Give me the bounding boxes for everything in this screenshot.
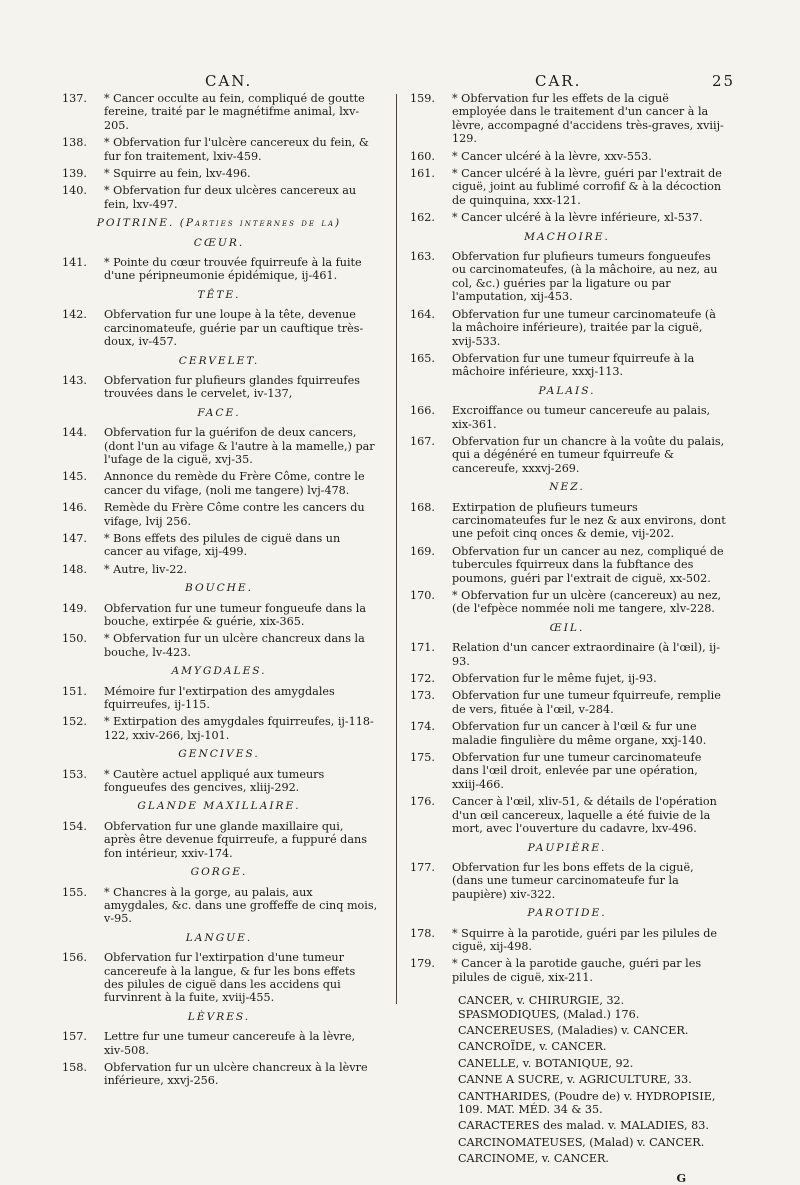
index-entry <box>60 951 378 1005</box>
entry-text: Obfervation fur une glande maxillaire qui, après être devenue fquirreufe, a fuppuré dans fon intérieur, xxiv-174. <box>104 819 367 860</box>
section-heading: BOUCHE. <box>184 582 254 595</box>
section-heading: POITRINE. (Parties internes de la) <box>96 217 342 230</box>
index-entry <box>408 501 726 541</box>
entry-number: 138. <box>62 136 87 150</box>
entry-number: 172. <box>410 672 435 686</box>
entry-text: Obfervation fur une tumeur fquirreufe à la mâchoire inférieure, xxxj-113. <box>452 351 695 379</box>
column-divider <box>396 94 397 1004</box>
index-entry <box>60 768 378 795</box>
entry-number: 171. <box>410 641 435 655</box>
entry-number: 159. <box>410 92 435 105</box>
entry-number: 175. <box>410 751 435 765</box>
entry-number: 165. <box>410 351 435 365</box>
entry-text: * Obfervation fur un ulcère (cancereux) au nez, (de l'efpèce nommée noli me tangere, xlv-228. <box>452 589 722 616</box>
entry-number: 173. <box>410 689 435 703</box>
entry-number: 176. <box>410 795 435 809</box>
entry-text: Remède du Frère Côme contre les cancers du vifage, lvij 256. <box>104 501 365 528</box>
index-entry <box>60 1061 378 1088</box>
entry-text: * Cancer ulcéré à la lèvre, xxv-553. <box>452 149 652 163</box>
entry-number: 139. <box>62 167 87 181</box>
signature-mark: G <box>676 1170 686 1185</box>
index-entry <box>408 689 726 716</box>
index-entry <box>408 672 726 685</box>
index-entry <box>60 602 378 629</box>
entry-number: 150. <box>62 632 87 646</box>
index-entry <box>60 256 378 283</box>
index-entry <box>60 470 378 497</box>
section-heading: PAROTIDE. <box>527 907 607 920</box>
cross-reference: CARACTERES des malad. v. MALADIES, 83. <box>458 1119 709 1133</box>
entry-number: 140. <box>62 184 87 198</box>
entry-number: 153. <box>62 767 87 781</box>
entry-text: Obfervation fur un cancer au nez, compliqué de tubercules fquirreux dans la fubftance des poumons, guéri par l'extrait de ciguë, xx-502. <box>452 544 724 585</box>
entry-text: Extirpation de plufieurs tumeurs carcinomateufes fur le nez & aux environs, dont une pefoit cinq onces & demie, vij-202. <box>452 500 726 541</box>
entry-number: 158. <box>62 1060 87 1074</box>
entry-number: 152. <box>62 715 87 729</box>
entry-text: Relation d'un cancer extraordinaire (à l'œil), ij-93. <box>452 641 721 668</box>
index-entry <box>408 861 726 901</box>
index-entry <box>60 715 378 742</box>
section-heading: TÊTE. <box>197 288 241 301</box>
cross-reference: CANTHARIDES, (Poudre de) v. HYDROPISIE, 109. MAT. MÉD. 34 & 35. <box>458 1089 716 1116</box>
cross-reference: CARCINOMATEUSES, (Malad) v. CANCER. <box>458 1135 705 1149</box>
entry-text: Obfervation fur plufieurs tumeurs fongueufes ou carcinomateufes, (à la mâchoire, au nez, au col, &c.) guéries par la ligature ou par l'amputation, xij-453. <box>452 250 718 304</box>
entry-number: 144. <box>62 426 87 440</box>
cross-reference: CANCROÏDE, v. CANCER. <box>458 1040 607 1054</box>
entry-number: 178. <box>410 926 435 940</box>
entry-text: Lettre fur une tumeur cancereufe à la lèvre, xiv-508. <box>104 1030 356 1057</box>
cross-reference: CANCEREUSES, (Maladies) v. CANCER. <box>458 1023 689 1037</box>
entry-number: 151. <box>62 684 87 698</box>
entry-number: 177. <box>410 860 435 874</box>
index-entry <box>408 795 726 835</box>
entry-number: 179. <box>410 957 435 971</box>
cross-reference: CANCER, v. CHIRURGIE, 32. SPASMODIQUES, (Malad.) 176. <box>458 994 640 1021</box>
index-entry <box>408 720 726 747</box>
index-entry <box>60 501 378 528</box>
entry-text: Obfervation fur la guérifon de deux cancers, (dont l'un au vifage & l'autre à la mamelle,) par l'ufage de la ciguë, xvj-35. <box>104 426 375 466</box>
entry-text: Obfervation fur un chancre à la voûte du palais, qui a dégénéré en tumeur fquirreufe & cancereufe, xxxvj-269. <box>452 434 725 475</box>
entry-text: * Obfervation fur les effets de la ciguë employée dans le traitement d'un cancer à la lèvre, accompagné d'accidens très-graves, xviij-129. <box>452 92 724 146</box>
index-entry <box>408 589 726 616</box>
index-entry <box>60 886 378 926</box>
entry-number: 142. <box>62 308 87 322</box>
entry-number: 141. <box>62 256 87 270</box>
entry-number: 156. <box>62 951 87 965</box>
entry-text: * Bons effets des pilules de ciguë dans un cancer au vifage, xij-499. <box>104 531 341 559</box>
entry-number: 162. <box>410 211 435 225</box>
entry-text: * Obfervation fur deux ulcères cancereux au fein, lxv-497. <box>104 184 357 211</box>
index-entry <box>60 136 378 163</box>
entry-text: * Squirre à la parotide, guéri par les pilules de ciguë, xij-498. <box>452 926 718 953</box>
running-head-left: CAN. <box>205 72 253 90</box>
entry-number: 169. <box>410 544 435 558</box>
section-heading: GLANDE MAXILLAIRE. <box>137 800 301 813</box>
entry-text: Obfervation fur l'extirpation d'une tumeur cancereufe à la langue, & fur les bons effets des pilules de ciguë dans les accidens qui furvinrent à la fuite, xviij-455. <box>104 951 356 1005</box>
index-entry <box>408 435 726 475</box>
right-entries <box>408 92 726 984</box>
entry-text: Obfervation fur une loupe à la tête, devenue carcinomateufe, guérie par un cauftique très-doux, iv-457. <box>104 308 364 349</box>
cross-reference: CANNE A SUCRE, v. AGRICULTURE, 33. <box>458 1073 692 1087</box>
index-entry <box>408 957 726 984</box>
entry-text: * Cancer ulcéré à la lèvre inférieure, xl-537. <box>452 211 703 225</box>
entry-text: * Chancres à la gorge, au palais, aux amygdales, &c. dans une groffeffe de cinq mois, v-95. <box>104 885 378 926</box>
entry-text: * Extirpation des amygdales fquirreufes, ij-118-122, xxiv-266, lxj-101. <box>104 715 374 742</box>
entry-number: 149. <box>62 601 87 615</box>
index-entry <box>60 92 378 132</box>
entry-text: * Obfervation fur l'ulcère cancereux du fein, & fur fon traitement, lxiv-459. <box>104 136 369 163</box>
section-heading: CERVELET. <box>178 354 260 367</box>
index-entry <box>408 545 726 585</box>
index-entry <box>60 167 378 180</box>
entry-number: 174. <box>410 720 435 734</box>
entry-text: Obfervation fur un cancer à l'œil & fur une maladie fingulière du même organe, xxj-140. <box>452 720 707 747</box>
entry-text: * Autre, liv-22. <box>104 562 188 576</box>
index-entry <box>60 374 378 401</box>
index-entry <box>60 820 378 860</box>
entry-number: 160. <box>410 149 435 163</box>
index-entry <box>60 308 378 348</box>
entry-number: 166. <box>410 404 435 418</box>
entry-text: Annonce du remède du Frère Côme, contre le cancer du vifage, (noli me tangere) lvj-478. <box>104 470 365 497</box>
section-heading: GORGE. <box>190 866 248 879</box>
entry-text: Obfervation fur une tumeur fongueufe dans la bouche, extirpée & guérie, xix-365. <box>104 601 367 628</box>
index-entry <box>60 563 378 576</box>
section-heading: CŒUR. <box>193 236 245 249</box>
entry-text: * Cancer occulte au fein, compliqué de goutte fereine, traité par le magnétifme animal, lxv-205. <box>104 92 365 132</box>
section-heading: PALAIS. <box>538 384 596 397</box>
entry-number: 145. <box>62 470 87 484</box>
section-heading: PAUPIÈRE. <box>527 841 607 854</box>
entry-text: * Pointe du cœur trouvée fquirreufe à la fuite d'une péripneumonie épidémique, ij-461. <box>104 256 362 283</box>
entry-number: 157. <box>62 1030 87 1044</box>
entry-text: Cancer à l'œil, xliv-51, & détails de l'opération d'un œil cancereux, laquelle a été fuivie de la mort, avec l'ouverture du cadavre, lxv-496. <box>452 795 717 836</box>
entry-number: 161. <box>410 167 435 181</box>
entry-text: Excroiffance ou tumeur cancereufe au palais, xix-361. <box>452 404 711 431</box>
index-cross-references <box>408 994 726 1165</box>
index-entry <box>60 426 378 466</box>
entry-number: 168. <box>410 500 435 514</box>
entry-text: * Cancer à la parotide gauche, guéri par les pilules de ciguë, xix-211. <box>452 957 702 984</box>
section-heading: AMYGDALES. <box>171 665 267 678</box>
entry-text: Obfervation fur plufieurs glandes fquirreufes trouvées dans le cervelet, iv-137, <box>104 373 360 401</box>
entry-number: 137. <box>62 92 87 105</box>
index-entry <box>408 751 726 791</box>
entry-number: 167. <box>410 434 435 448</box>
section-heading: NEZ. <box>549 481 585 494</box>
entry-number: 148. <box>62 562 87 576</box>
index-entry <box>60 685 378 712</box>
entry-text: Obfervation fur les bons effets de la ciguë, (dans une tumeur carcinomateufe fur la paupière) xiv-322. <box>452 860 694 901</box>
page-number: 25 <box>712 72 736 90</box>
entry-number: 154. <box>62 819 87 833</box>
entry-number: 147. <box>62 531 87 545</box>
entry-number: 163. <box>410 250 435 264</box>
entry-text: * Cancer ulcéré à la lèvre, guéri par l'extrait de ciguë, joint au fublimé corrofif & à la décoction de quinquina, xxx-121. <box>452 167 722 207</box>
index-entry <box>408 150 726 163</box>
section-heading: MACHOIRE. <box>524 230 610 243</box>
left-column <box>60 92 378 1092</box>
section-heading: LÈVRES. <box>187 1010 251 1023</box>
index-entry <box>408 211 726 224</box>
entry-text: Obfervation fur le même fujet, ij-93. <box>452 672 657 686</box>
cross-reference: CANELLE, v. BOTANIQUE, 92. <box>458 1056 634 1070</box>
index-entry <box>60 632 378 659</box>
index-entry <box>408 308 726 348</box>
running-head-right: CAR. <box>535 72 582 90</box>
entry-text: Obfervation fur une tumeur fquirreufe, remplie de vers, fituée à l'œil, v-284. <box>452 689 721 716</box>
section-heading: LANGUE. <box>185 931 253 944</box>
entry-text: * Obfervation fur un ulcère chancreux dans la bouche, lv-423. <box>104 632 365 659</box>
index-entry <box>408 404 726 431</box>
entry-text: * Squirre au fein, lxv-496. <box>104 167 251 181</box>
entry-number: 143. <box>62 373 87 387</box>
entry-text: Obfervation fur une tumeur carcinomateufe dans l'œil droit, enlevée par une opération, xxiij-466. <box>452 751 702 791</box>
entry-number: 170. <box>410 589 435 602</box>
index-entry <box>408 641 726 668</box>
cross-reference: CARCINOME, v. CANCER. <box>458 1152 609 1166</box>
entry-number: 146. <box>62 501 87 515</box>
entry-number: 155. <box>62 885 87 899</box>
index-entry <box>408 167 726 207</box>
section-heading: GENCIVES. <box>178 748 260 761</box>
entry-text: Mémoire fur l'extirpation des amygdales fquirreufes, ij-115. <box>104 684 335 712</box>
index-entry <box>60 184 378 211</box>
right-column <box>408 92 726 1185</box>
entry-number: 164. <box>410 307 435 321</box>
entry-text: Obfervation fur un ulcère chancreux à la lèvre inférieure, xxvj-256. <box>104 1060 368 1088</box>
section-heading: ŒIL. <box>549 621 585 634</box>
index-entry <box>408 352 726 379</box>
index-entry <box>408 92 726 146</box>
index-entry <box>408 927 726 954</box>
entry-text: * Cautère actuel appliqué aux tumeurs fongueufes des gencives, xliij-292. <box>104 767 325 795</box>
entry-text: Obfervation fur une tumeur carcinomateufe (à la mâchoire inférieure), traitée par la ciguë, xvij-533. <box>452 307 716 348</box>
section-heading: FACE. <box>197 406 241 419</box>
index-entry <box>408 250 726 304</box>
index-entry <box>60 532 378 559</box>
